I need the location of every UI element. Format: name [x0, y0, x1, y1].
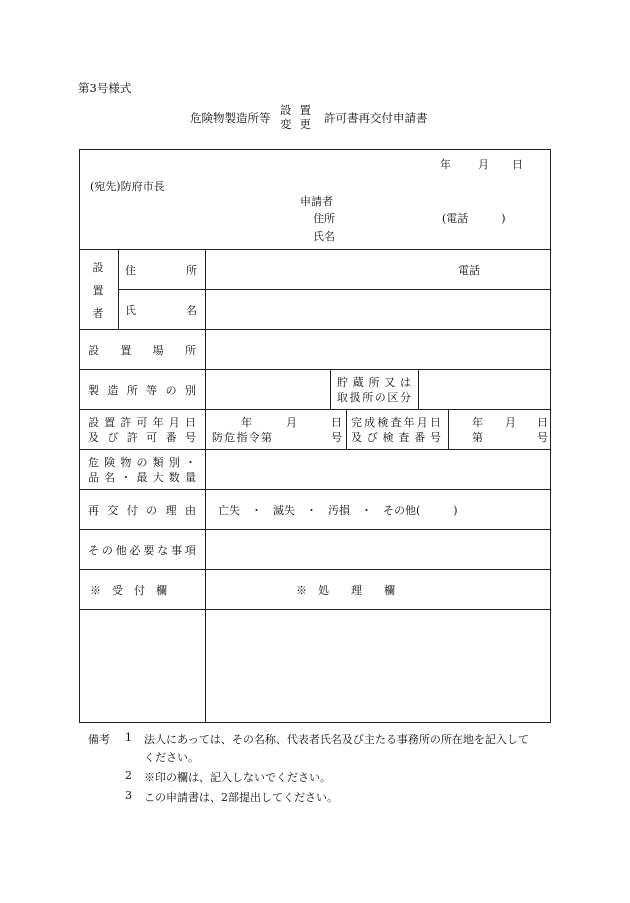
date-year: 年	[440, 158, 451, 171]
processing-column-label: ※ 処 理 欄	[296, 584, 395, 597]
facility-type-label: 製 造 所 等 の 別	[88, 384, 196, 397]
storage-category-label-2: 取 扱 所 の 区 分	[337, 391, 411, 404]
row-divider	[79, 249, 551, 250]
title-option-install: 設置	[280, 103, 319, 117]
col-divider	[346, 409, 347, 449]
col-divider	[448, 409, 449, 449]
form-title: 危険物製造所等	[190, 111, 271, 125]
row-divider	[79, 529, 551, 530]
reason-label: 再 交 付 の 理 由	[88, 504, 196, 517]
permit-number-prefix: 防 危 指 令 第	[212, 431, 272, 444]
col-divider	[418, 369, 419, 409]
form-title-tail: 許可書再交付申請書	[324, 111, 428, 125]
note-1-continued: ください。	[144, 751, 199, 764]
notes-label: 備考	[88, 733, 110, 746]
permit-label-2: 及 び 許 可 番 号	[88, 431, 196, 444]
note-1: 法人にあっては、その名称、代表者氏名及び主たる事務所の所在地を記入して	[144, 733, 529, 746]
form-number: 第3号様式	[78, 81, 132, 95]
inspection-day: 日	[537, 416, 548, 429]
applicant-label: 申請者	[300, 195, 333, 208]
permit-number-suffix: 号	[331, 431, 342, 444]
hazmat-label-1: 危 険 物 の 類 別 ・	[88, 456, 196, 469]
date-month: 月	[478, 158, 489, 171]
permit-day: 日	[331, 416, 342, 429]
row-divider	[79, 409, 551, 410]
inspection-month: 月	[505, 416, 516, 429]
row-divider	[79, 489, 551, 490]
note-1-number: 1	[125, 731, 132, 744]
applicant-name-label: 氏名	[313, 230, 335, 243]
permit-label-1: 設 置 許 可 年 月 日	[88, 416, 196, 429]
permit-year: 年	[241, 416, 252, 429]
hazmat-label-2: 品 名 ・ 最 大 数 量	[88, 471, 196, 484]
title-option-change: 変更	[280, 117, 319, 131]
location-label: 設 置 場 所	[88, 344, 196, 357]
row-divider	[79, 329, 551, 330]
row-divider	[79, 369, 551, 370]
installer-name-label: 氏 名	[125, 304, 197, 317]
col-divider	[205, 249, 206, 723]
note-3: この申請書は、2部提出してください。	[144, 791, 338, 804]
note-3-number: 3	[125, 789, 132, 802]
permit-month: 月	[286, 416, 297, 429]
col-divider	[118, 249, 119, 329]
row-divider	[79, 569, 551, 570]
installer-label: 設 置 者	[92, 261, 104, 320]
applicant-address-label: 住所	[313, 212, 335, 225]
row-divider	[79, 609, 551, 610]
note-2-number: 2	[125, 769, 132, 782]
reception-column-label: ※ 受 付 欄	[90, 584, 167, 597]
inspection-label-1: 完 成 検 査 年 月 日	[351, 416, 441, 429]
addressee: (宛先)防府市長	[90, 180, 165, 193]
date-day: 日	[512, 158, 523, 171]
col-divider	[330, 369, 331, 409]
inspection-number-prefix: 第	[472, 431, 483, 444]
installer-phone-label: 電話	[458, 264, 480, 277]
row-divider	[118, 289, 551, 290]
applicant-phone: (電話 )	[442, 212, 506, 225]
row-divider	[79, 449, 551, 450]
other-matters-label: そ の 他 必 要 な 事 項	[88, 544, 196, 557]
reason-options: 亡失 ・ 滅失 ・ 汚損 ・ その他( )	[218, 504, 458, 517]
storage-category-label-1: 貯 蔵 所 又 は	[337, 376, 411, 389]
inspection-year: 年	[472, 416, 483, 429]
inspection-label-2: 及 び 検 査 番 号	[351, 431, 441, 444]
title-choice-stack	[280, 103, 319, 131]
inspection-number-suffix: 号	[537, 431, 548, 444]
note-2: ※印の欄は、記入しないでください。	[144, 771, 331, 784]
installer-address-label: 住 所	[125, 264, 197, 277]
